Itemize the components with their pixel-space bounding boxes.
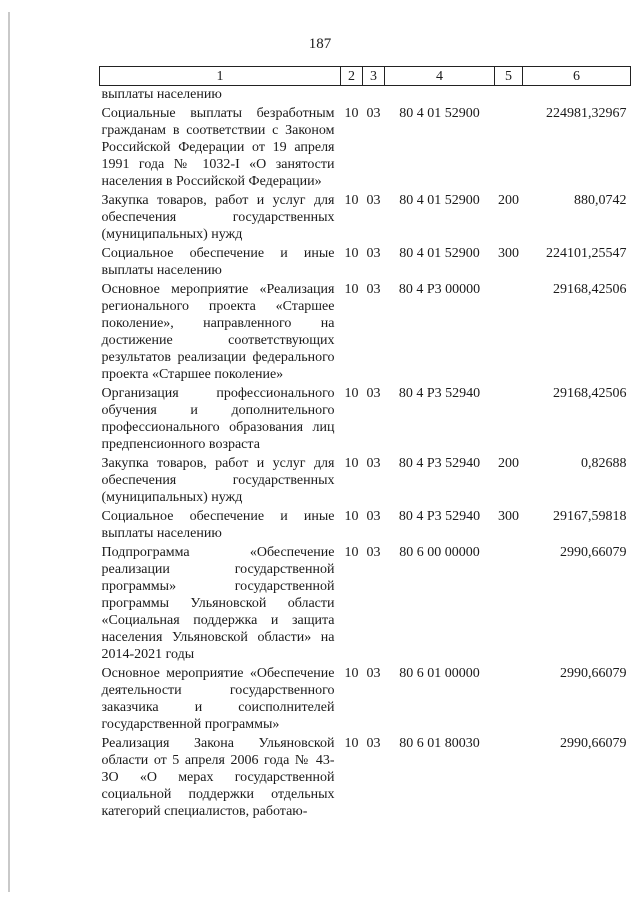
column-header-5: 5 (495, 67, 523, 86)
page-edge-rule (8, 12, 10, 892)
table-row (100, 664, 631, 734)
column-header-1: 1 (100, 67, 341, 86)
row-amount (523, 86, 631, 105)
row-description: Реализация Закона Ульяновской области от 5 апреля 2006 года № 43-ЗО «О мерах государственной социальной поддержки отдельных категорий специалистов, работаю- (101, 736, 335, 819)
row-description: Основное мероприятие «Обеспечение деятельности государственного заказчика и соисполнителей государственной программы» (101, 666, 335, 732)
row-target-code: 80 4 P3 00000 (398, 282, 481, 297)
row-subsection (363, 86, 385, 105)
row-amount: 224981,32967 (546, 106, 627, 121)
row-subsection: 03 (366, 456, 381, 471)
row-section: 10 (344, 246, 359, 261)
row-amount: 880,0742 (574, 193, 627, 208)
row-expense-type (495, 543, 523, 664)
row-subsection: 03 (366, 193, 381, 208)
row-amount: 2990,66079 (560, 545, 627, 560)
row-description: Закупка товаров, работ и услуг для обеспечения государственных (муниципальных) нужд (101, 193, 335, 242)
row-target-code: 80 4 01 52900 (399, 106, 480, 121)
table-row (100, 507, 631, 543)
row-section: 10 (344, 509, 359, 524)
row-subsection: 03 (366, 282, 381, 297)
row-description: выплаты населению (101, 87, 222, 102)
row-amount: 29167,59818 (553, 509, 627, 524)
row-subsection: 03 (366, 509, 381, 524)
row-expense-type: 300 (498, 509, 519, 524)
row-subsection: 03 (366, 736, 381, 751)
row-description: Основное мероприятие «Реализация регионального проекта «Старшее поколение», направленного на достижение соответствующих результатов реализации федерального проекта «Старшее поколение» (101, 282, 335, 382)
row-amount: 29168,42506 (553, 282, 627, 297)
row-target-code: 80 4 P3 52940 (398, 509, 481, 524)
row-expense-type: 200 (498, 193, 519, 208)
row-amount: 2990,66079 (560, 666, 627, 681)
row-subsection: 03 (366, 545, 381, 560)
row-expense-type (495, 664, 523, 734)
row-subsection: 03 (366, 386, 381, 401)
table-row (100, 454, 631, 507)
table-row (100, 86, 631, 105)
row-subsection: 03 (366, 666, 381, 681)
row-target-code: 80 4 01 52900 (399, 246, 480, 261)
page-number: 187 (308, 36, 332, 52)
table-row (100, 244, 631, 280)
row-expense-type: 200 (498, 456, 519, 471)
table-body (100, 86, 631, 822)
table-row (100, 384, 631, 454)
row-amount: 224101,25547 (546, 246, 627, 261)
row-target-code: 80 6 01 00000 (399, 666, 480, 681)
row-subsection: 03 (366, 106, 381, 121)
row-expense-type: 300 (498, 246, 519, 261)
table-row (100, 734, 631, 821)
row-amount: 2990,66079 (560, 736, 627, 751)
column-header-3: 3 (363, 67, 385, 86)
row-section: 10 (344, 106, 359, 121)
row-section: 10 (344, 736, 359, 751)
row-section: 10 (344, 666, 359, 681)
row-description: Социальное обеспечение и иные выплаты населению (101, 509, 335, 541)
table-row (100, 191, 631, 244)
row-section: 10 (344, 386, 359, 401)
row-target-code (385, 86, 495, 105)
row-target-code: 80 6 00 00000 (399, 545, 480, 560)
table-row (100, 104, 631, 191)
row-target-code: 80 6 01 80030 (399, 736, 480, 751)
row-section: 10 (344, 282, 359, 297)
row-description: Организация профессионального обучения и дополнительного профессионального образования лиц предпенсионного возраста (101, 386, 335, 452)
row-expense-type (495, 86, 523, 105)
row-description: Социальное обеспечение и иные выплаты населению (101, 246, 335, 278)
budget-table (99, 66, 631, 821)
column-header-2: 2 (341, 67, 363, 86)
row-amount: 29168,42506 (553, 386, 627, 401)
row-expense-type (495, 384, 523, 454)
row-expense-type (495, 280, 523, 384)
table-header (100, 67, 631, 86)
column-header-4: 4 (385, 67, 495, 86)
row-target-code: 80 4 P3 52940 (398, 386, 481, 401)
column-header-6: 6 (523, 67, 631, 86)
row-target-code: 80 4 01 52900 (399, 193, 480, 208)
row-expense-type (495, 104, 523, 191)
row-subsection: 03 (366, 246, 381, 261)
row-section: 10 (344, 193, 359, 208)
row-amount: 0,82688 (581, 456, 627, 471)
row-description: Социальные выплаты безработным гражданам в соответствии с Законом Российской Федерации от 19 апреля 1991 года № 1032-I «О занятости населения в Российской Федерации» (101, 106, 335, 189)
table-row (100, 280, 631, 384)
row-description: Закупка товаров, работ и услуг для обеспечения государственных (муниципальных) нужд (101, 456, 335, 505)
row-description: Подпрограмма «Обеспечение реализации государственной программы» государственной программы Ульяновской области «Социальная поддержка и защита населения Ульяновской области» на 2014-2021 годы (101, 545, 335, 662)
row-target-code: 80 4 P3 52940 (398, 456, 481, 471)
row-section: 10 (344, 545, 359, 560)
row-expense-type (495, 734, 523, 821)
row-section: 10 (344, 456, 359, 471)
table-row (100, 543, 631, 664)
row-section (341, 86, 363, 105)
